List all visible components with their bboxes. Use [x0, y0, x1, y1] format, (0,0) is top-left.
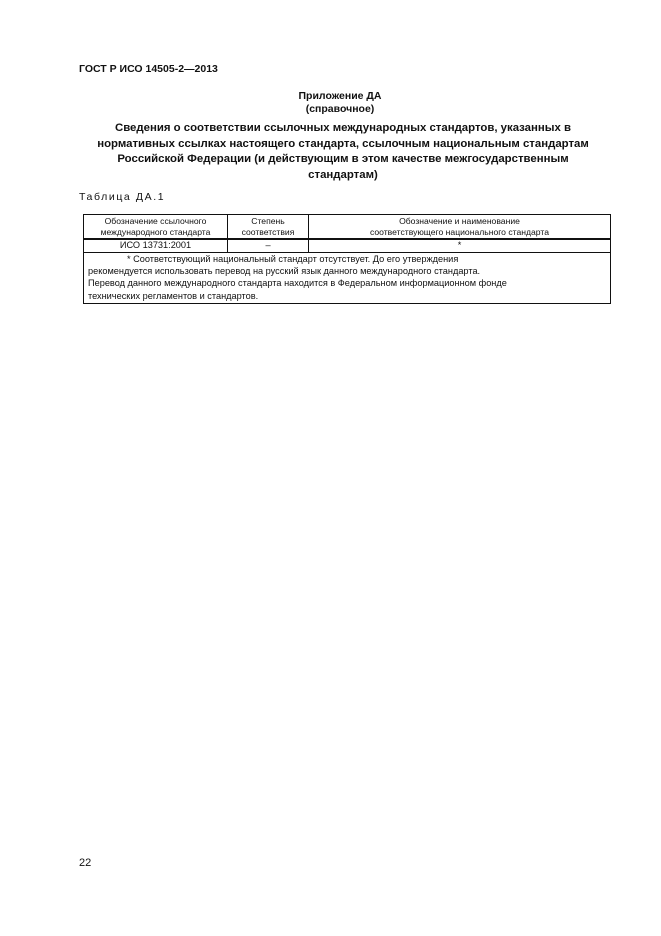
cell-international-standard: ИСО 13731:2001	[84, 239, 228, 253]
table-caption: Таблица ДА.1	[79, 191, 166, 203]
annex-heading-line: стандартам)	[308, 168, 378, 181]
table-row	[84, 239, 611, 253]
annex-heading-line: Сведения о соответствии ссылочных международных стандартов, указанных в	[114, 122, 572, 134]
column-header-national-standard	[309, 215, 611, 240]
cell-degree: –	[228, 239, 309, 253]
annex-title-type: (справочное)	[305, 103, 375, 115]
table-footnote	[84, 253, 611, 304]
annex-heading-line: Российской Федерации (и действующим в этом качестве межгосударственным	[117, 153, 569, 165]
column-header-line: соответствующего национального стандарта	[369, 226, 550, 237]
document-code: ГОСТ Р ИСО 14505-2—2013	[79, 63, 218, 75]
column-header-line: Обозначение ссылочного	[104, 216, 207, 226]
footnote-text: * Соответствующий национальный стандарт отсутствует. До его утверждения	[127, 254, 459, 264]
cell-national-standard: *	[309, 239, 611, 253]
footnote-line: рекомендуется использовать перевод на русский язык данного международного стандарта.	[88, 266, 481, 277]
column-header-line: международного стандарта	[100, 226, 211, 237]
annex-title	[80, 90, 600, 116]
annex-heading-line: нормативных ссылках настоящего стандарта, ссылочным национальным стандартам	[97, 137, 589, 150]
annex-title-label: Приложение ДА	[298, 90, 382, 102]
footnote-line	[88, 253, 606, 265]
column-header-line: соответствия	[241, 226, 295, 237]
column-header-degree	[228, 215, 309, 240]
footnote-line: Перевод данного международного стандарта находится в Федеральном информационном фонде	[88, 278, 507, 289]
reference-standards-table	[83, 214, 611, 304]
column-header-international-standard	[84, 215, 228, 240]
table-header-row	[84, 215, 611, 240]
column-header-line: Степень	[251, 216, 285, 226]
column-header-line: Обозначение и наименование	[399, 216, 520, 226]
page-number: 22	[79, 857, 92, 869]
annex-heading	[78, 121, 608, 183]
footnote-line: технических регламентов и стандартов.	[88, 290, 259, 301]
table-footnote-row	[84, 253, 611, 304]
